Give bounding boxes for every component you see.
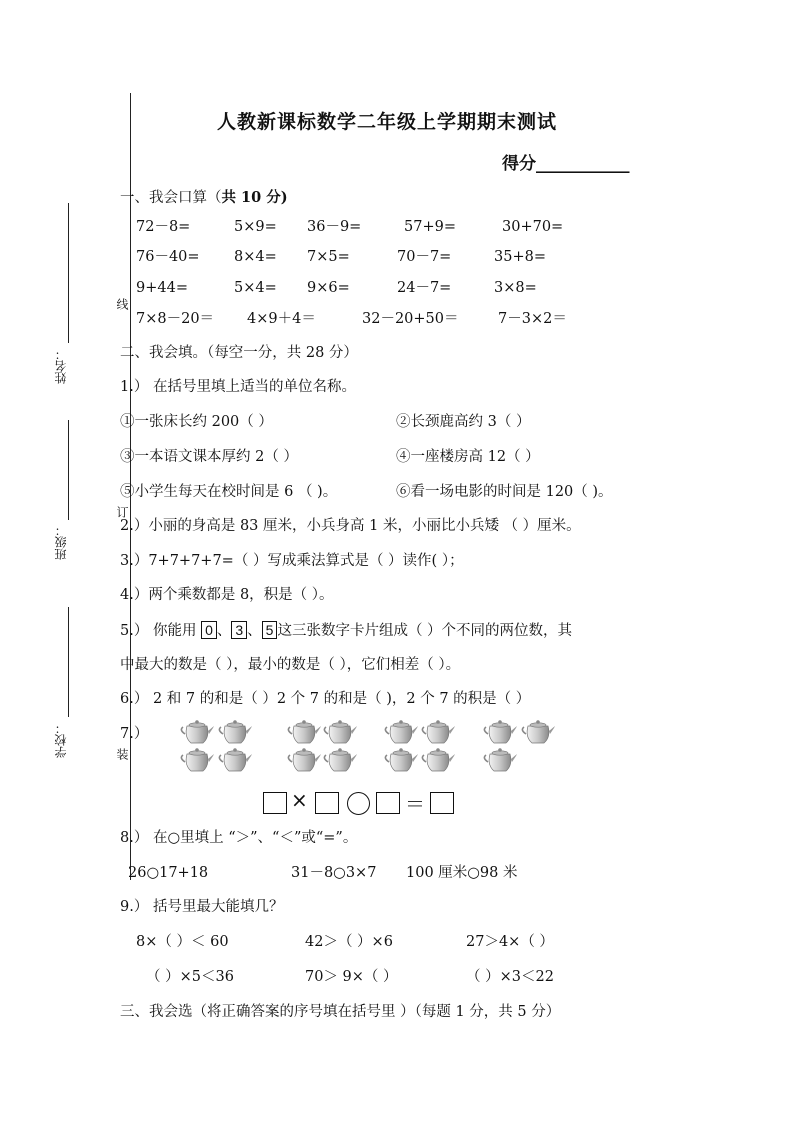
name-field-line (68, 203, 69, 343)
page-title: 人教新课标数学二年级上学期期末测试 (217, 111, 558, 133)
q1-intro: 1.） 在括号里填上适当的单位名称。 (120, 379, 356, 395)
digit-card: 3 (231, 621, 247, 639)
q9-item: 70＞ 9×（ ） (305, 969, 398, 985)
calc-item: 4×9＋4＝ (247, 311, 316, 327)
times-sign: × (291, 788, 308, 812)
q1-item: ⑤小学生每天在校时间是 6 （ )。 (120, 484, 338, 500)
q5: 5.） 你能用 0 、 3 、 5 这三张数字卡片组成（ ）个不同的两位数，其 (120, 622, 573, 639)
equals-sign: ＝ (405, 792, 425, 816)
calc-item: 57+9= (404, 219, 456, 235)
teapot-icon (384, 747, 418, 773)
calc-item: 7－3×2＝ (498, 311, 567, 327)
calc-item: 9×6= (307, 280, 350, 296)
q9-item: 27＞4×（ ） (466, 934, 554, 950)
q6: 6.） 2 和 7 的和是（ ）2 个 7 的和是（ )，2 个 7 的积是（ ） (120, 691, 531, 707)
school-field-line (68, 607, 69, 717)
class-field-line (68, 420, 69, 520)
q8-item: 26○17+18 (128, 865, 209, 881)
teapot-icon (218, 747, 252, 773)
q4: 4.）两个乘数都是 8，积是（ ）。 (120, 587, 334, 603)
calc-item: 72－8= (136, 219, 191, 235)
teapot-icon (421, 719, 455, 745)
q8-item: 31－8○3×7 (291, 865, 377, 881)
digit-card: 0 (201, 621, 217, 639)
q9-item: 8×（ ）＜ 60 (136, 934, 229, 950)
teapot-icon (218, 719, 252, 745)
q2: 2.）小丽的身高是 83 厘米，小兵身高 1 米，小丽比小兵矮 （ ）厘米。 (120, 518, 581, 534)
teapot-icon (180, 719, 214, 745)
calc-item: 8×4= (234, 249, 277, 265)
q9-intro: 9.） 括号里最大能填几？ (120, 899, 284, 915)
operator-circle[interactable] (347, 792, 370, 815)
q1-item: ⑥看一场电影的时间是 120（ )。 (396, 484, 613, 500)
q1-item: ③一本语文课本厚约 2（ ） (120, 449, 298, 465)
teapot-icon (323, 747, 357, 773)
q9-item: （ ）×5＜36 (146, 969, 234, 985)
teapot-icon (287, 747, 321, 773)
calc-item: 7×5= (307, 249, 350, 265)
answer-box[interactable] (315, 792, 339, 814)
section2-heading: 二、我会填。（每空一分，共 28 分） (120, 345, 358, 361)
binding-mark-xian: 线 (115, 298, 129, 310)
teapot-icon (287, 719, 321, 745)
score-field: 得分___________ (502, 154, 630, 174)
answer-box[interactable] (430, 792, 454, 814)
calc-item: 5×9= (234, 219, 277, 235)
q8-item: 100 厘米○98 米 (406, 865, 518, 881)
q9-item: （ ）×3＜22 (466, 969, 554, 985)
calc-item: 24－7= (397, 280, 452, 296)
calc-item: 36－9= (307, 219, 362, 235)
calc-item: 32－20+50＝ (362, 311, 459, 327)
calc-item: 9+44= (136, 280, 188, 296)
name-label: 姓名： (54, 348, 68, 384)
binding-mark-ding: 订 (115, 506, 129, 518)
q1-item: ①一张床长约 200（ ） (120, 414, 273, 430)
calc-item: 35+8= (494, 249, 546, 265)
calc-item: 5×4= (234, 280, 277, 296)
answer-box[interactable] (263, 792, 287, 814)
q5-line2: 中最大的数是（ ），最小的数是（ ），它们相差（ ）。 (120, 657, 461, 673)
calc-item: 3×8= (494, 280, 537, 296)
calc-item: 76－40= (136, 249, 200, 265)
teapot-icon (483, 719, 517, 745)
calc-item: 30+70= (502, 219, 564, 235)
q1-item: ②长颈鹿高约 3（ ） (396, 414, 531, 430)
q1-item: ④一座楼房高 12（ ） (396, 449, 540, 465)
class-label: 班级： (54, 524, 68, 560)
teapot-icon (421, 747, 455, 773)
calc-item: 7×8－20＝ (136, 311, 215, 327)
school-label: 学校： (54, 722, 68, 758)
q8-intro: 8.） 在○里填上 “＞”、“＜”或“=”。 (120, 830, 358, 846)
digit-card: 5 (262, 621, 278, 639)
binding-mark-zhuang: 装 (115, 748, 129, 760)
section3-heading: 三、我会选（将正确答案的序号填在括号里 ）（每题 1 分，共 5 分） (120, 1004, 561, 1020)
teapot-icon (180, 747, 214, 773)
q3: 3.）7+7+7+7=（ ）写成乘法算式是（ ）读作( ）； (120, 553, 464, 569)
q9-item: 42＞（ ）×6 (305, 934, 393, 950)
teapot-icon (483, 747, 517, 773)
teapot-icon (521, 719, 555, 745)
teapot-icon (384, 719, 418, 745)
section1-heading: 一、我会口算（共 10 分) (120, 189, 288, 206)
teapot-icon (323, 719, 357, 745)
q7: 7.） (120, 726, 149, 742)
answer-box[interactable] (376, 792, 400, 814)
calc-item: 70－7= (397, 249, 452, 265)
